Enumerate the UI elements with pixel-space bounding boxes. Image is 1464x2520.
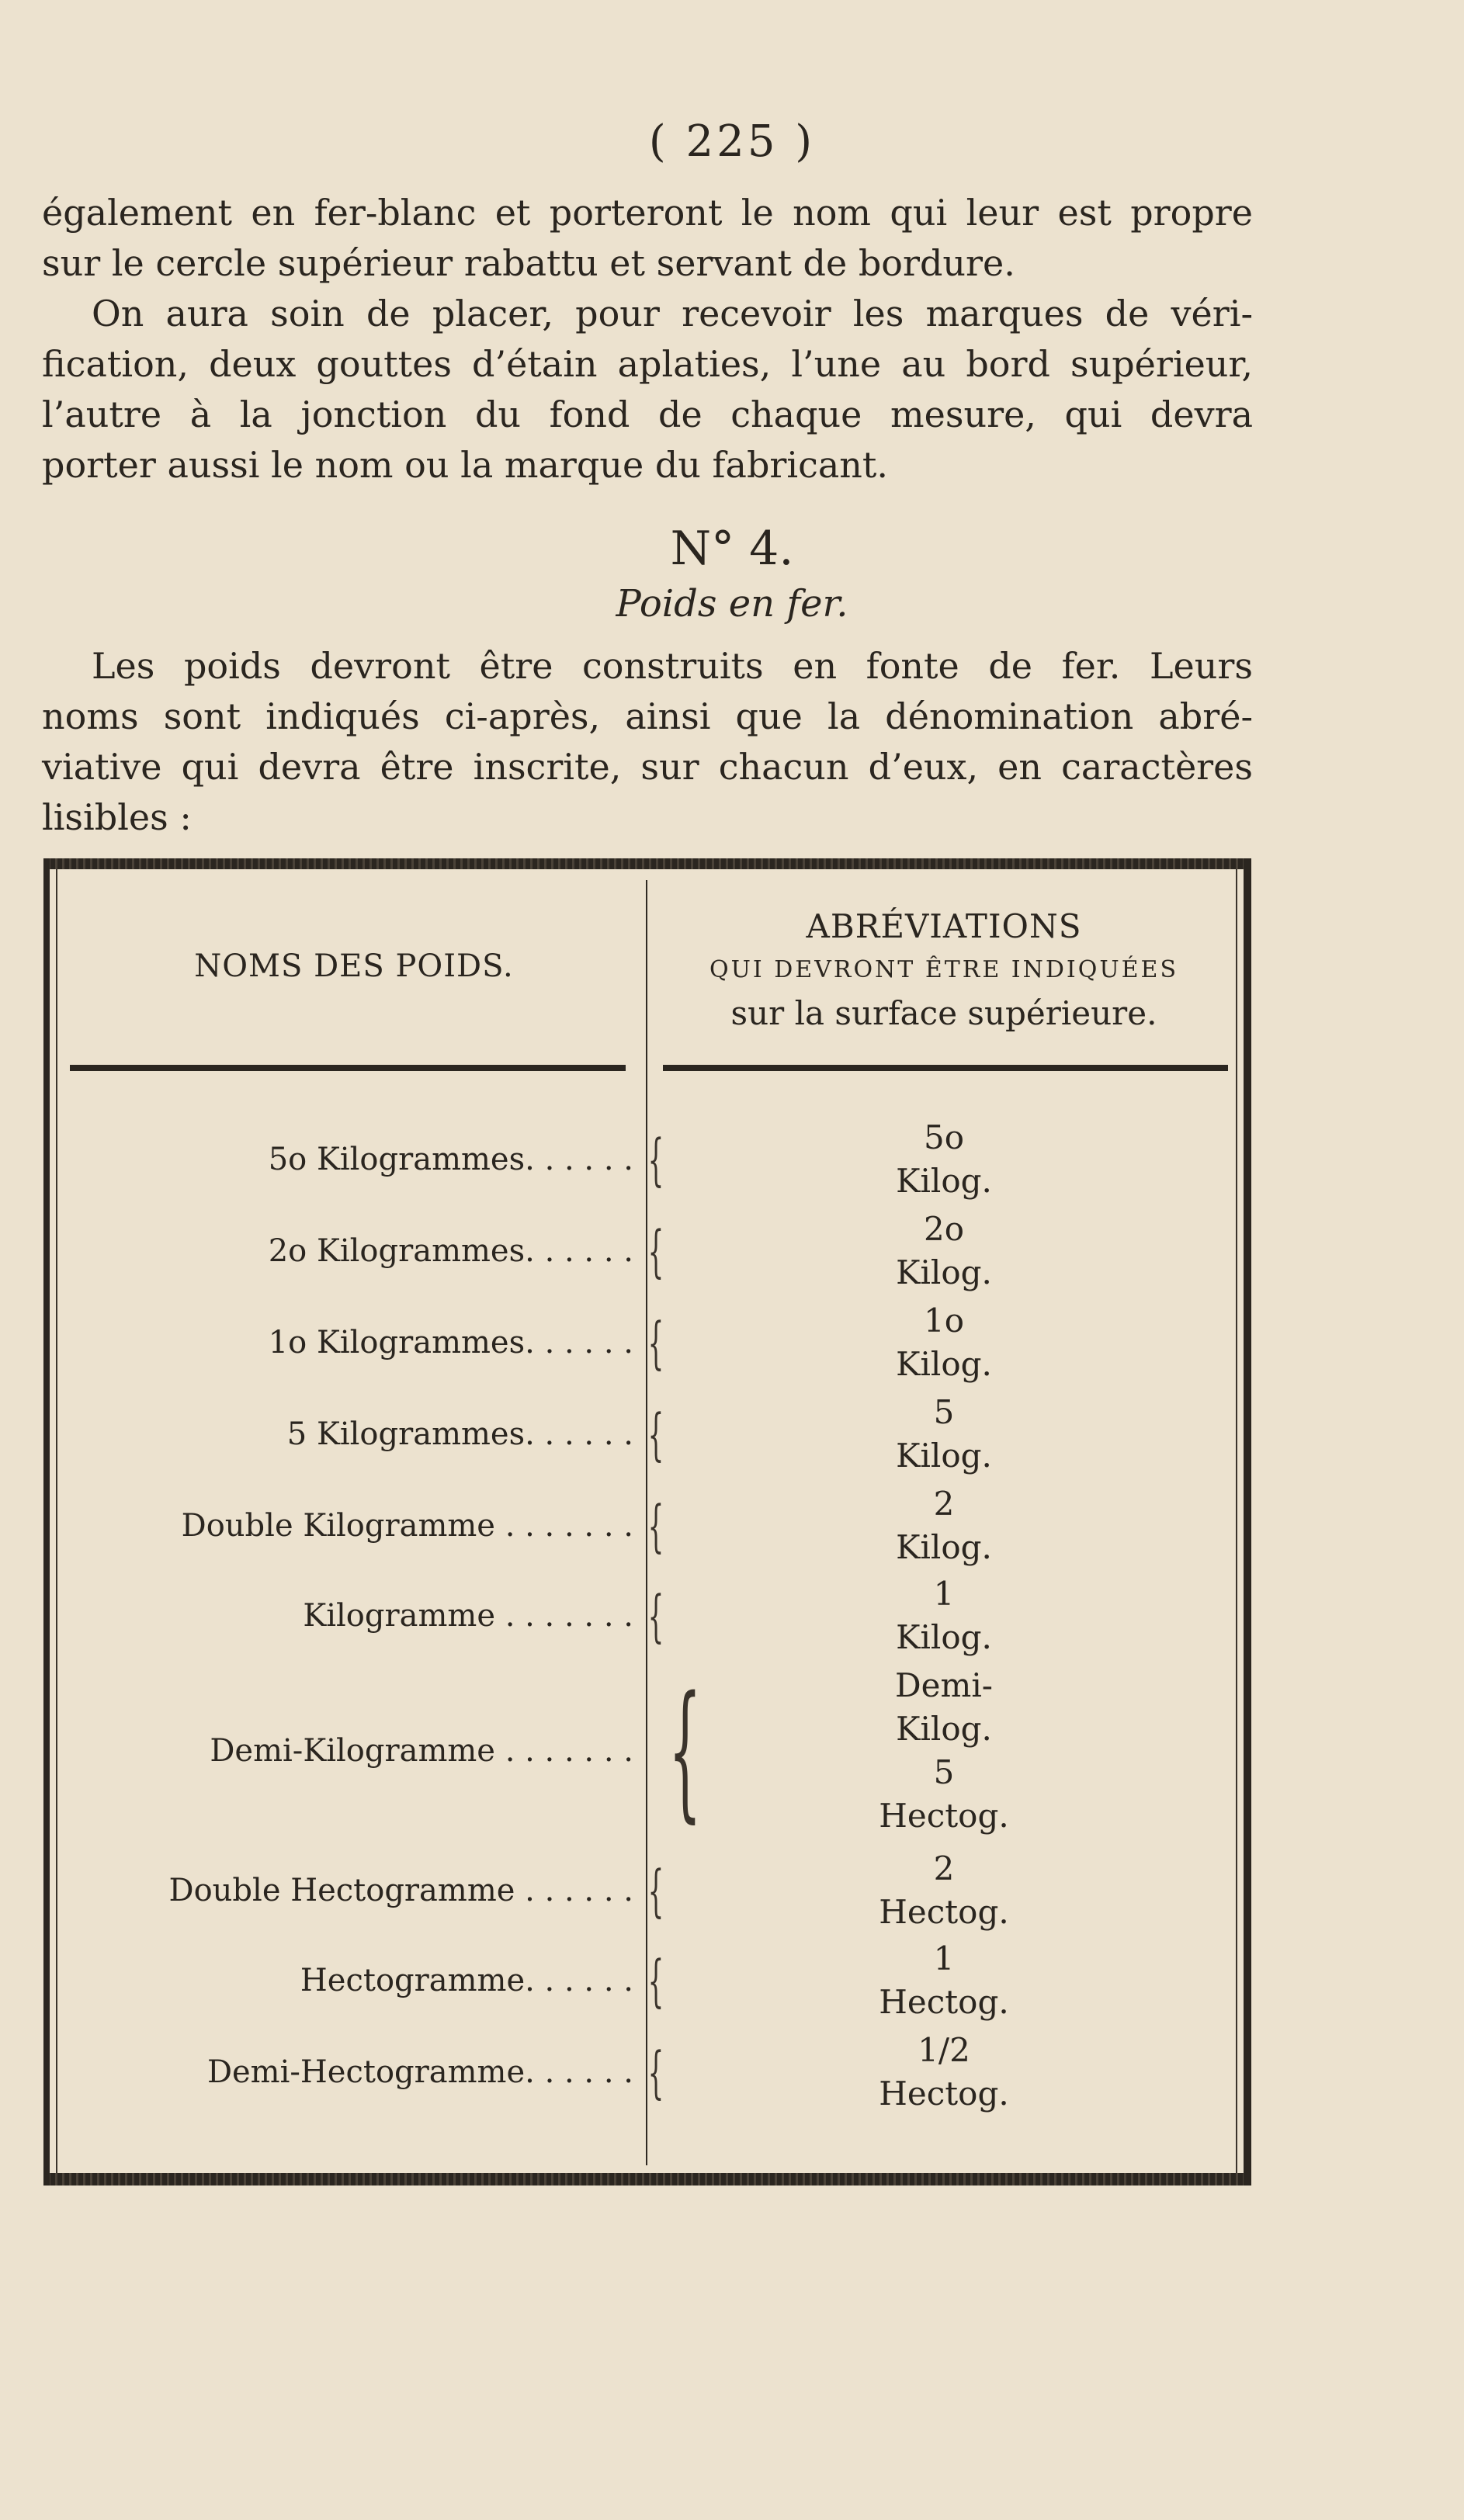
table-border-top bbox=[43, 858, 1251, 869]
abbr-line: 5 bbox=[933, 1393, 955, 1431]
weight-name: 5o Kilogrammes. . . . . . bbox=[268, 1142, 633, 1177]
weight-name: Hectogramme. . . . . . bbox=[300, 1963, 633, 1998]
text-line: également en fer-blanc et porteront le nom qui leur est propre bbox=[42, 192, 1253, 234]
column-header-names: NOMS DES POIDS. bbox=[194, 948, 514, 984]
abbr-line: 1 bbox=[933, 1939, 955, 1978]
weight-abbreviation bbox=[657, 1299, 1231, 1386]
weight-abbreviation bbox=[657, 2029, 1231, 2116]
abbr-line: 5o bbox=[923, 1118, 964, 1156]
text-line: Les poids devront être construits en fonte de fer. Leurs bbox=[92, 645, 1253, 687]
brace: { bbox=[647, 1493, 664, 1558]
weight-name: 5 Kilogrammes. . . . . . bbox=[286, 1416, 633, 1452]
brace: { bbox=[668, 1665, 702, 1836]
brace: { bbox=[647, 1402, 664, 1467]
weight-name: Demi-Hectogramme. . . . . . bbox=[206, 2054, 633, 2090]
text-line: l’autre à la jonction du fond de chaque mesure, qui devra bbox=[42, 393, 1253, 435]
abbr-line: Kilog. bbox=[896, 1345, 992, 1383]
abbr-line: Hectog. bbox=[879, 2075, 1009, 2113]
weight-name: Double Kilogramme . . . . . . . bbox=[181, 1508, 633, 1544]
weight-abbreviation bbox=[657, 1937, 1231, 2024]
abbr-line: Kilog. bbox=[896, 1618, 992, 1656]
abbr-line: 2 bbox=[933, 1849, 955, 1887]
brace: { bbox=[647, 2040, 664, 2105]
brace: { bbox=[647, 1583, 664, 1648]
brace: { bbox=[647, 1858, 664, 1923]
brace: { bbox=[647, 1218, 664, 1284]
weight-abbreviation bbox=[657, 1482, 1231, 1569]
text-line: noms sont indiqués ci-après, ainsi que la dénomination abré- bbox=[42, 695, 1253, 737]
table-border-left-inner bbox=[56, 869, 57, 2173]
abbr-line: Kilog. bbox=[896, 1710, 992, 1748]
abbr-line: Hectog. bbox=[879, 1893, 1009, 1931]
header-line: QUI DEVRONT ÊTRE INDIQUÉES bbox=[709, 956, 1179, 983]
section-number: N° 4. bbox=[670, 522, 794, 576]
header-rule-right bbox=[663, 1065, 1228, 1071]
weight-name: Kilogramme . . . . . . . bbox=[303, 1598, 633, 1634]
weight-abbreviation bbox=[657, 1664, 1231, 1838]
weight-name: 1o Kilogrammes. . . . . . bbox=[268, 1325, 633, 1361]
weight-abbreviation bbox=[657, 1572, 1231, 1659]
abbr-line: 5 bbox=[933, 1753, 955, 1791]
text-line: porter aussi le nom ou la marque du fabricant. bbox=[42, 444, 889, 486]
abbr-line: Kilog. bbox=[896, 1162, 992, 1200]
paragraph-continuation bbox=[42, 188, 1253, 289]
weight-abbreviation bbox=[657, 1847, 1231, 1934]
brace: { bbox=[647, 1310, 664, 1375]
weight-name: Demi-Kilogramme . . . . . . . bbox=[210, 1733, 633, 1769]
header-line: sur la surface supérieure. bbox=[730, 994, 1157, 1032]
text-line: lisibles : bbox=[42, 796, 192, 838]
header-rule-left bbox=[70, 1065, 626, 1071]
weights-table bbox=[43, 858, 1251, 2186]
text-line: fication, deux gouttes d’étain aplaties, l’une au bord supérieur, bbox=[42, 343, 1253, 385]
section-subtitle: Poids en fer. bbox=[616, 582, 848, 626]
page-number: ( 225 ) bbox=[648, 116, 816, 167]
header-line: ABRÉVIATIONS bbox=[806, 907, 1082, 945]
weight-abbreviation bbox=[657, 1391, 1231, 1478]
weight-abbreviation bbox=[657, 1208, 1231, 1295]
abbr-line: Hectog. bbox=[879, 1983, 1009, 2021]
brace: { bbox=[647, 1127, 664, 1192]
column-header-abbreviations bbox=[657, 905, 1231, 1035]
abbr-line: 1o bbox=[923, 1302, 964, 1340]
abbr-line: 2o bbox=[923, 1210, 964, 1248]
abbr-line: 1 bbox=[933, 1575, 955, 1613]
abbr-line: 1/2 bbox=[918, 2031, 970, 2069]
abbr-line: Kilog. bbox=[896, 1528, 992, 1566]
table-border-bottom bbox=[43, 2173, 1251, 2186]
text-line: sur le cercle supérieur rabattu et servant de bordure. bbox=[42, 242, 1015, 284]
abbr-line: Kilog. bbox=[896, 1437, 992, 1475]
weight-name: Double Hectogramme . . . . . . bbox=[168, 1873, 633, 1908]
weight-abbreviation bbox=[657, 1116, 1231, 1203]
table-border-right bbox=[1244, 858, 1251, 2186]
abbr-line: Hectog. bbox=[879, 1797, 1009, 1835]
abbr-line: Demi- bbox=[895, 1666, 993, 1704]
table-border-right-inner bbox=[1236, 869, 1237, 2173]
paragraph-verification-marks bbox=[42, 289, 1253, 490]
text-line: On aura soin de placer, pour recevoir les marques de véri- bbox=[92, 293, 1253, 334]
paragraph-iron-weights bbox=[42, 641, 1253, 843]
text-line: viative qui devra être inscrite, sur chacun d’eux, en caractères bbox=[42, 746, 1253, 788]
brace: { bbox=[647, 1948, 664, 2013]
abbr-line: Kilog. bbox=[896, 1253, 992, 1291]
abbr-line: 2 bbox=[933, 1485, 955, 1523]
table-border-left bbox=[43, 858, 50, 2186]
weight-name: 2o Kilogrammes. . . . . . bbox=[268, 1233, 633, 1269]
